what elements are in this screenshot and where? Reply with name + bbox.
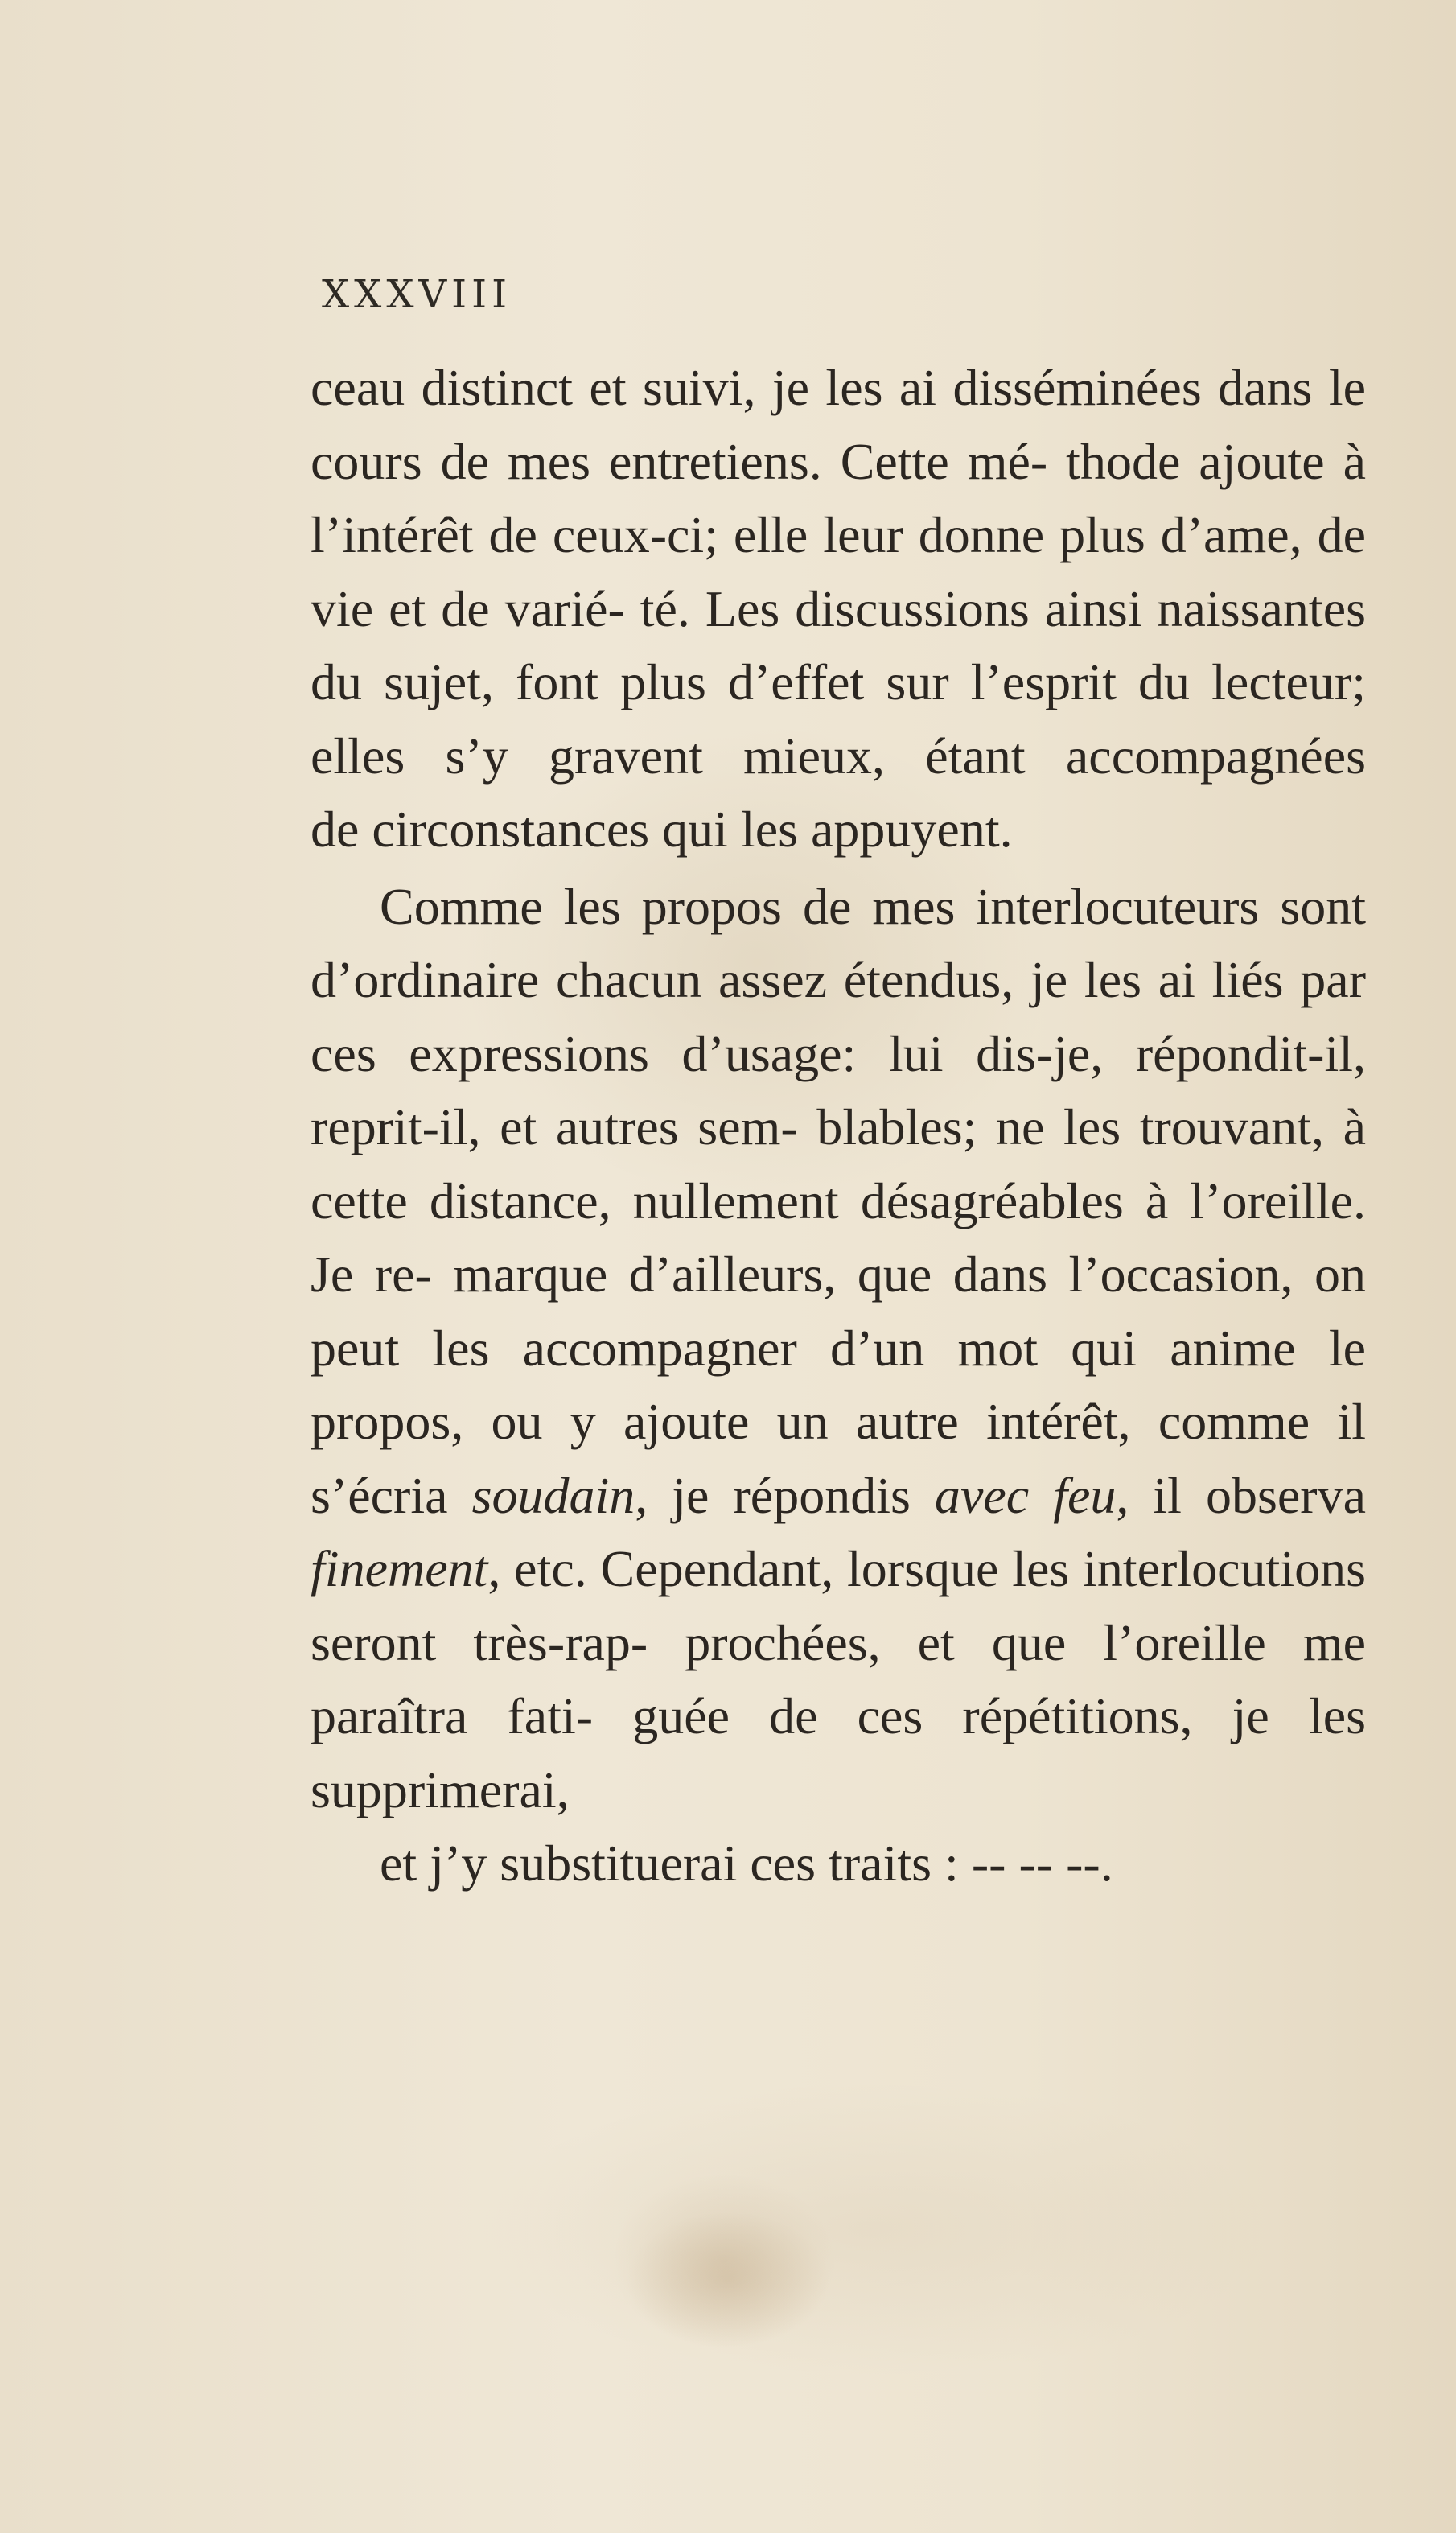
text-line: té. Les discussions ainsi naissantes du sujet,	[311, 579, 1367, 710]
text-line: de circonstances qui les appuyent.	[311, 801, 1013, 858]
text-line: marque d’ailleurs, que dans l’occasion, on	[453, 1246, 1367, 1303]
text-fragment: , il observa	[1116, 1466, 1367, 1524]
body-text	[311, 351, 1366, 1901]
text-line: font plus d’effet sur l’esprit du lecteur; elles	[311, 653, 1367, 785]
text-line: sont d’ordinaire chacun assez étendus, je	[311, 877, 1367, 1008]
text-line: comme il s’écria	[311, 1393, 1367, 1524]
text-line: leur donne plus d’ame, de vie et de varié-	[311, 506, 1367, 637]
italic-word: soudain	[471, 1466, 635, 1524]
italic-word: feu	[1053, 1466, 1117, 1524]
italic-word: avec	[934, 1466, 1030, 1524]
text-line: dis-je, répondit-il, reprit-il, et autres sem-	[311, 1024, 1367, 1155]
text-line: lorsque les interlocutions seront très-rap-	[311, 1540, 1366, 1671]
text-fragment: , je répondis	[635, 1466, 935, 1524]
page-number: XXXVIII	[322, 272, 512, 317]
text-line: les ai liés par ces expressions d’usage: lui	[311, 951, 1366, 1082]
text-line: thode ajoute à l’intérêt de ceux-ci; elle	[311, 432, 1367, 563]
paragraph-2	[311, 870, 1366, 1901]
paper-stain	[611, 2173, 837, 2350]
text-line: Comme les propos de mes interlocuteurs	[380, 877, 1260, 935]
text-line: s’y gravent mieux, étant accompagnées	[445, 727, 1367, 785]
italic-word: finement	[311, 1540, 488, 1597]
text-line: ceau distinct et suivi, je les ai disséminées	[311, 359, 1202, 416]
text-fragment: , etc. Cependant,	[487, 1540, 834, 1597]
text-line: guée de ces répétitions, je les supprimerai,	[311, 1687, 1367, 1818]
text-line: prochées, et que l’oreille me paraîtra fati-	[311, 1613, 1367, 1744]
text-line: blables; ne les trouvant, à cette distance,	[311, 1098, 1366, 1229]
paragraph-1	[311, 351, 1366, 867]
text-line: le propos, ou y ajoute un autre intérêt,	[311, 1319, 1367, 1450]
text-line: et j’y substituerai ces traits : -- -- --.	[380, 1835, 1113, 1892]
text-line: nullement désagréables à l’oreille. Je re-	[311, 1172, 1367, 1303]
text-line: dans le cours de mes entretiens. Cette mé-	[311, 359, 1367, 490]
text-line: peut les accompagner d’un mot qui anime	[311, 1319, 1296, 1377]
